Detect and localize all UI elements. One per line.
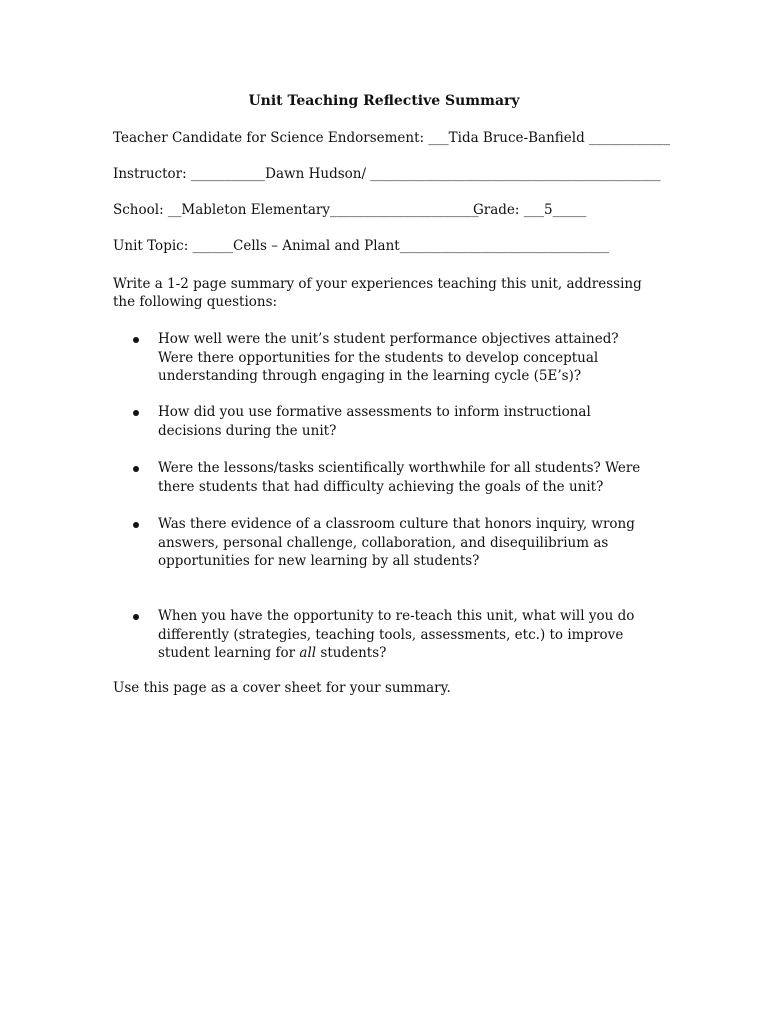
bullet-icon — [133, 614, 139, 620]
instructor-field: Instructor: ___________Dawn Hudson/ ___________________________________________ — [113, 166, 661, 182]
bullet-icon — [133, 466, 139, 472]
bullet-icon — [133, 410, 139, 416]
question-text: How well were the unit’s student performance objectives attained? Were there opportunities for the students to develop conceptual understanding through engaging in the learning cycle (5E’s)? — [158, 331, 619, 384]
question-text: Was there evidence of a classroom culture that honors inquiry, wrong answers, personal challenge, collaboration, and disequilibrium as opportunities for new learning by all students? — [158, 516, 635, 569]
grade-field: Grade: ___5_____ — [473, 202, 587, 218]
question-emphasis: all — [299, 645, 317, 661]
instructions-paragraph: Write a 1-2 page summary of your experiences teaching this unit, addressing the following questions: — [113, 276, 642, 310]
document-title: Unit Teaching Reflective Summary — [248, 93, 520, 109]
question-text — [158, 607, 658, 663]
question-text-part: students? — [316, 645, 387, 661]
school-field: School: __Mableton Elementary______________________ — [113, 202, 479, 218]
question-text: How did you use formative assessments to inform instructional decisions during the unit? — [158, 404, 591, 439]
teacher-candidate-field: Teacher Candidate for Science Endorsement: ___Tida Bruce-Banfield ____________ — [113, 130, 671, 146]
question-text-part: When you have the opportunity to re-teach this unit, what will you do differently (strategies, teaching tools, assessments, etc.) to improve student learning for — [158, 608, 635, 661]
question-text: Were the lessons/tasks scientifically worthwhile for all students? Were there students that had difficulty achieving the goals of the unit? — [158, 460, 641, 495]
bullet-icon — [133, 522, 139, 528]
unit-topic-field: Unit Topic: ______Cells – Animal and Plant_______________________________ — [113, 238, 609, 254]
cover-sheet-note: Use this page as a cover sheet for your summary. — [113, 680, 451, 696]
bullet-icon — [133, 337, 139, 343]
